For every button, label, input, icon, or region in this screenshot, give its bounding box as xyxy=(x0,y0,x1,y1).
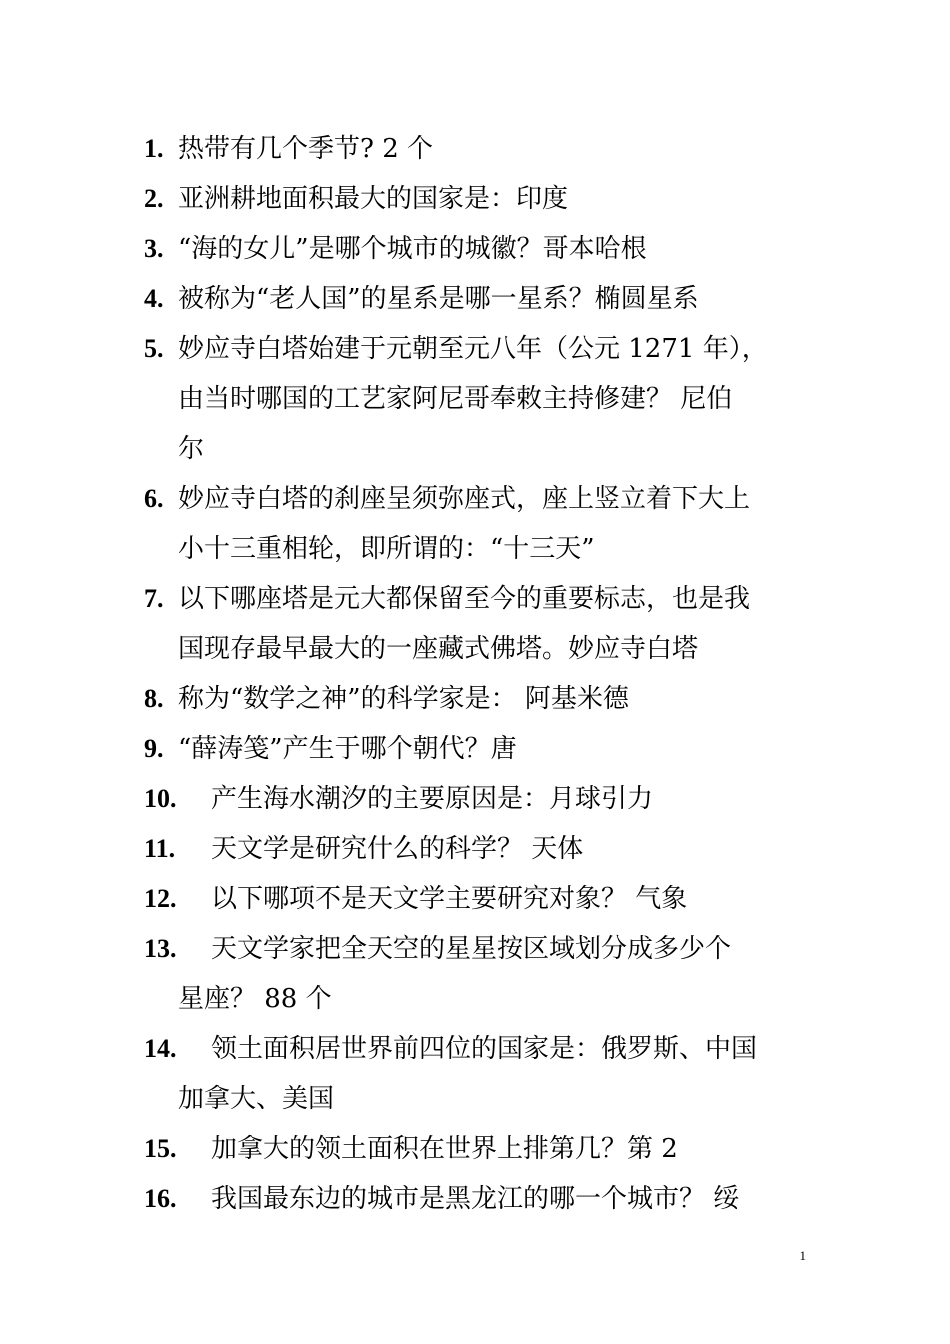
question-text: 我国最东边的城市是黑龙江的哪一个城市？ 绥 xyxy=(211,1184,740,1214)
question-text: 妙应寺白塔的刹座呈须弥座式，座上竖立着下大上 xyxy=(178,484,751,514)
question-text-continuation: 国现存最早最大的一座藏式佛塔。妙应寺白塔 xyxy=(178,634,699,664)
question-number: 3. xyxy=(144,234,164,263)
question-item xyxy=(144,474,816,574)
question-text-continuation: 加拿大、美国 xyxy=(178,1084,335,1114)
question-number: 6. xyxy=(144,484,164,513)
question-item xyxy=(144,1124,816,1174)
question-list xyxy=(144,124,816,1224)
question-number: 2. xyxy=(144,184,164,213)
question-text: 妙应寺白塔始建于元朝至元八年（公元 1271 年）， xyxy=(178,334,768,364)
question-item xyxy=(144,224,816,274)
question-number: 5. xyxy=(144,334,164,363)
question-number: 12. xyxy=(144,884,177,913)
question-text: 加拿大的领土面积在世界上排第几？第 2 xyxy=(211,1134,678,1164)
question-text-continuation: 小十三重相轮，即所谓的：“十三天” xyxy=(178,534,595,564)
question-number: 16. xyxy=(144,1184,177,1213)
question-item xyxy=(144,774,816,824)
question-text-continuation: 星座？ 88 个 xyxy=(178,984,332,1014)
question-item xyxy=(144,124,816,174)
question-number: 14. xyxy=(144,1034,177,1063)
question-text: 称为“数学之神”的科学家是： 阿基米德 xyxy=(178,684,629,714)
question-text: 领土面积居世界前四位的国家是：俄罗斯、中国 xyxy=(211,1034,758,1064)
question-item xyxy=(144,724,816,774)
question-number: 9. xyxy=(144,734,164,763)
question-number: 13. xyxy=(144,934,177,963)
question-text-continuation: 由当时哪国的工艺家阿尼哥奉敕主持修建？ 尼伯 xyxy=(178,384,733,414)
question-number: 8. xyxy=(144,684,164,713)
question-item xyxy=(144,874,816,924)
question-text: 天文学家把全天空的星星按区域划分成多少个 xyxy=(211,934,732,964)
question-item xyxy=(144,574,816,674)
question-text: “海的女儿”是哪个城市的城徽？哥本哈根 xyxy=(178,234,647,264)
question-text: 以下哪项不是天文学主要研究对象？ 气象 xyxy=(211,884,688,914)
question-item xyxy=(144,324,816,474)
question-text: 天文学是研究什么的科学？ 天体 xyxy=(211,834,584,864)
question-item xyxy=(144,824,816,874)
question-text: 亚洲耕地面积最大的国家是：印度 xyxy=(178,184,569,214)
question-item xyxy=(144,674,816,724)
question-item xyxy=(144,274,816,324)
question-item xyxy=(144,1024,816,1124)
question-number: 1. xyxy=(144,134,164,163)
question-text-continuation: 尔 xyxy=(178,434,205,464)
question-text: 被称为“老人国”的星系是哪一星系？椭圆星系 xyxy=(178,284,699,314)
question-number: 11. xyxy=(144,834,176,863)
question-item xyxy=(144,1174,816,1224)
question-text: 产生海水潮汐的主要原因是：月球引力 xyxy=(211,784,654,814)
question-number: 15. xyxy=(144,1134,177,1163)
question-text: “薛涛笺”产生于哪个朝代？唐 xyxy=(178,734,517,764)
question-text: 以下哪座塔是元大都保留至今的重要标志，也是我 xyxy=(178,584,751,614)
question-item xyxy=(144,924,816,1024)
question-item xyxy=(144,174,816,224)
page-number: 1 xyxy=(799,1248,806,1263)
question-text: 热带有几个季节? 2 个 xyxy=(178,134,434,164)
question-number: 7. xyxy=(144,584,164,613)
question-number: 10. xyxy=(144,784,177,813)
question-number: 4. xyxy=(144,284,164,313)
